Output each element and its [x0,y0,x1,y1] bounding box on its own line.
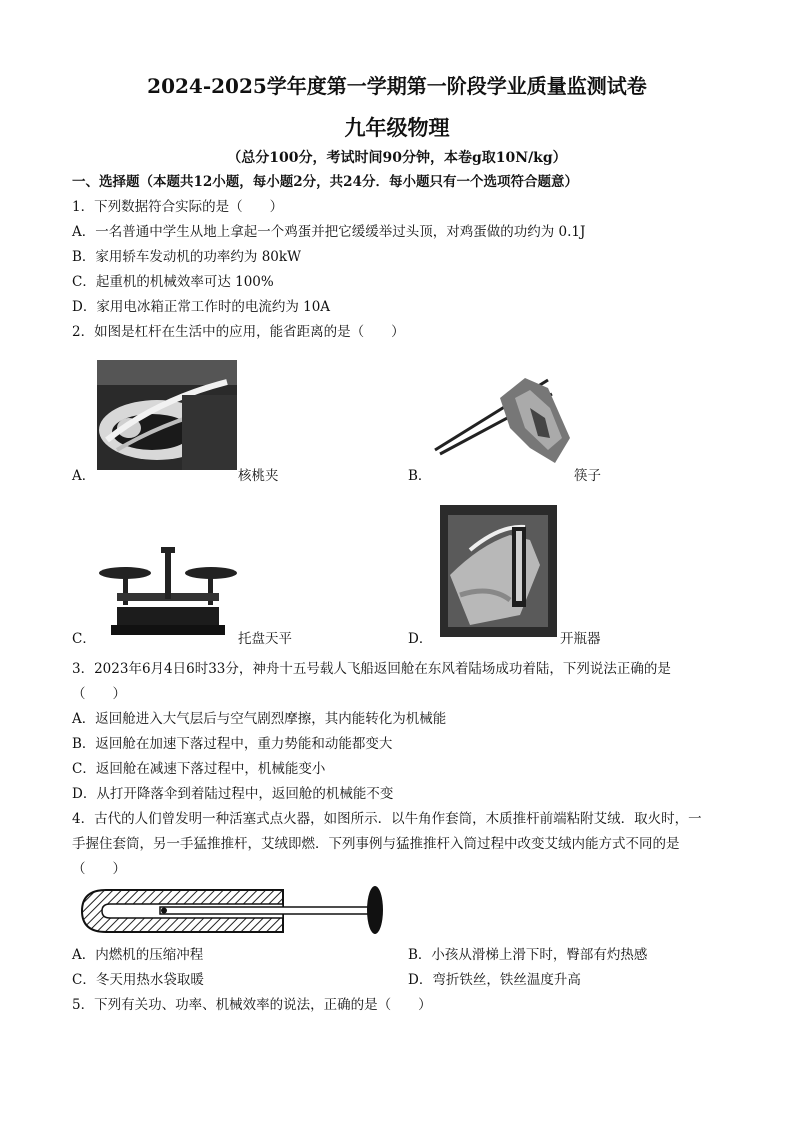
q4-paren: （ ） [72,861,126,877]
q2-option-a-label: A． [72,468,96,484]
q3-stem: 3．2023年6月4日6时33分，神舟十五号载人飞船返回舱在东风着陆场成功着陆，下列说法正确的是 [72,661,671,677]
subject-title: 九年级物理 [344,115,450,140]
chopsticks-image [430,368,575,468]
q3-option-d: D．从打开降落伞到着陆过程中，返回舱的机械能不变 [72,786,394,802]
q3-option-a: A．返回舱进入大气层后与空气剧烈摩擦，其内能转化为机械能 [72,711,447,727]
q2-option-c-label: C． [72,631,96,647]
q4-stem-line2: 手握住套筒，另一手猛推推杆，艾绒即燃．下列事例与猛推推杆入筒过程中改变艾绒内能方式不同的是 [72,836,680,852]
q3-option-c: C．返回舱在减速下落过程中，机械能变小 [72,761,326,777]
exam-title: 2024-2025学年度第一学期第一阶段学业质量监测试卷 [147,74,647,98]
bottle-opener-image [440,505,557,637]
q3-paren: （ ） [72,686,126,702]
q2-option-a-caption: 核桃夹 [238,468,279,484]
nutcracker-image [97,360,237,470]
section-heading: 一、选择题（本题共12小题，每小题2分，共24分．每小题只有一个选项符合题意） [72,174,578,190]
q2-stem: 2．如图是杠杆在生活中的应用，能省距离的是（ ） [72,324,405,340]
q2-option-b-caption: 筷子 [574,468,601,484]
q5-stem: 5．下列有关功、功率、机械效率的说法，正确的是（ ） [72,997,432,1013]
q4-option-d: D．弯折铁丝，铁丝温度升高 [408,972,581,988]
q2-option-d-label: D． [408,631,433,647]
q1-option-a: A．一名普通中学生从地上拿起一个鸡蛋并把它缓缓举过头顶，对鸡蛋做的功约为 0.1J [72,224,586,240]
q4-option-c: C．冬天用热水袋取暖 [72,972,204,988]
q2-option-b-label: B． [408,468,432,484]
q1-option-c: C．起重机的机械效率可达 100% [72,274,274,290]
q4-stem-line1: 4．古代的人们曾发明一种活塞式点火器，如图所示．以牛角作套筒，木质推杆前端粘附艾绒．取火时，一 [72,811,702,827]
q1-stem: 1．下列数据符合实际的是（ ） [72,199,284,215]
q2-option-d-caption: 开瓶器 [560,631,601,647]
q4-option-b: B．小孩从滑梯上滑下时，臀部有灼热感 [408,947,648,963]
q4-option-a: A．内燃机的压缩冲程 [72,947,204,963]
q3-option-b: B．返回舱在加速下落过程中，重力势能和动能都变大 [72,736,393,752]
q2-option-c-caption: 托盘天平 [238,631,292,647]
exam-note: （总分100分，考试时间90分钟，本卷g取10N/kg） [227,150,567,166]
balance-scale-image [97,545,239,637]
fire-piston-diagram [78,882,388,940]
q1-option-d: D．家用电冰箱正常工作时的电流约为 10A [72,299,331,315]
q1-option-b: B．家用轿车发动机的功率约为 80kW [72,249,301,265]
